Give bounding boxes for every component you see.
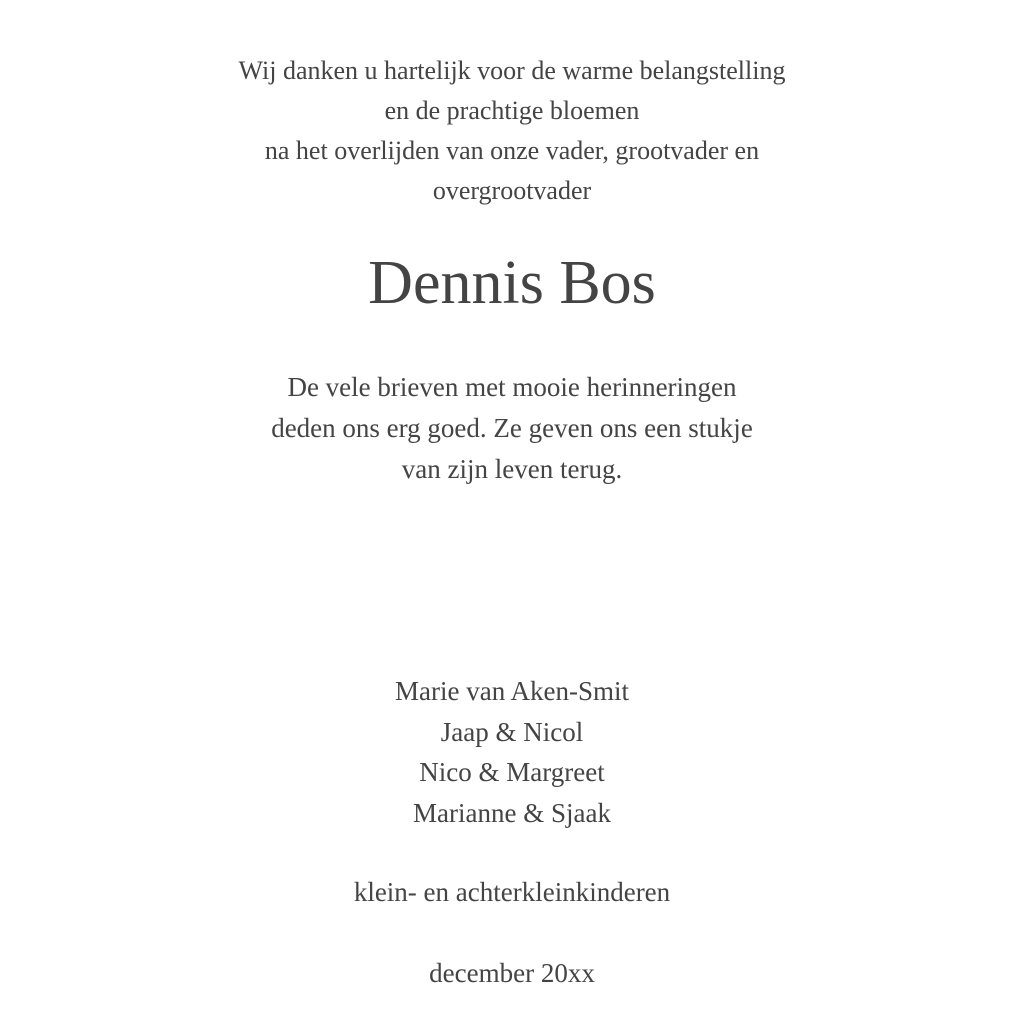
thanks-line: Wij danken u hartelijk voor de warme belangstelling: [238, 56, 786, 85]
family-name: Marianne & Sjaak: [413, 797, 611, 828]
thanks-line: na het overlijden van onze vader, grootvader en: [264, 136, 760, 165]
thanks-line: overgrootvader: [432, 176, 592, 205]
letters-paragraph: [0, 367, 1024, 490]
deceased-name: Dennis Bos: [368, 249, 656, 317]
grandchildren-line: klein- en achterkleinkinderen: [353, 877, 671, 907]
family-name: Jaap & Nicol: [440, 716, 584, 747]
letters-line: van zijn leven terug.: [401, 454, 623, 484]
thanks-paragraph: [0, 51, 1024, 211]
family-name: Nico & Margreet: [419, 757, 605, 787]
family-names: [0, 671, 1024, 833]
family-name: Marie van Aken-Smit: [395, 676, 629, 706]
letters-line: deden ons erg goed. Ze geven ons een stukje: [271, 413, 753, 443]
letters-line: De vele brieven met mooie herinneringen: [287, 372, 737, 402]
date-line: december 20xx: [429, 958, 595, 988]
thanks-line: en de prachtige bloemen: [384, 96, 640, 125]
